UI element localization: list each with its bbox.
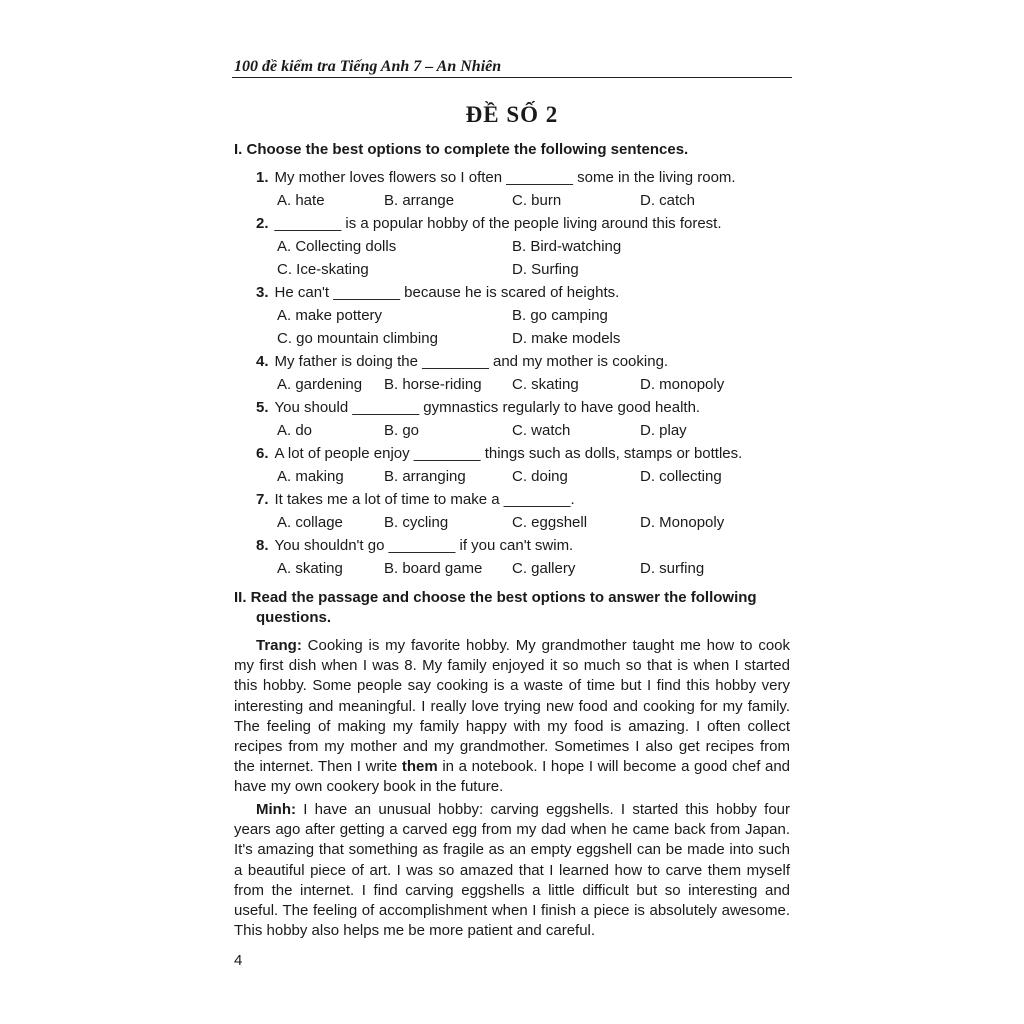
question-6 bbox=[256, 444, 742, 464]
question-text: A lot of people enjoy ________ things such as dolls, stamps or bottles. bbox=[274, 445, 743, 462]
question-text: You shouldn't go ________ if you can't swim. bbox=[274, 537, 574, 554]
question-number: 7. bbox=[256, 491, 269, 508]
option-b: B. go bbox=[384, 422, 420, 439]
option-a: A. make pottery bbox=[277, 307, 383, 324]
option-b: B. go camping bbox=[512, 307, 608, 324]
option-a: A. collage bbox=[277, 514, 343, 531]
question-number: 4. bbox=[256, 353, 269, 370]
passage-text: I have an unusual hobby: carving eggshells. I started this hobby four years ago after getting a carved egg from my dad when he came back from Japan. It's amazing that something as fragile as an empty eggshell can be made into such a beautiful piece of art. I was so amazed that I learned how to carve them myself from the internet. I find carving eggshells a little difficult but so interesting and useful. The feeling of accomplishment when I finish a piece is absolutely awesome. This hobby also helps me be more patient and careful. bbox=[234, 801, 790, 940]
section-1-heading: I. Choose the best options to complete the following sentences. bbox=[234, 141, 689, 158]
option-d: D. collecting bbox=[640, 468, 722, 485]
header-rule bbox=[232, 77, 792, 78]
question-number: 2. bbox=[256, 215, 269, 232]
speaker-name: Minh: bbox=[256, 801, 296, 818]
question-7 bbox=[256, 490, 575, 510]
option-a: A. skating bbox=[277, 560, 343, 577]
option-d: D. play bbox=[640, 422, 687, 439]
option-b: B. arrange bbox=[384, 192, 455, 209]
option-d: D. Monopoly bbox=[640, 514, 725, 531]
option-c: C. watch bbox=[512, 422, 571, 439]
passage-trang bbox=[234, 636, 790, 798]
question-8 bbox=[256, 536, 573, 556]
option-c: C. doing bbox=[512, 468, 568, 485]
question-text: It takes me a lot of time to make a ________. bbox=[274, 491, 575, 508]
passage-text: Cooking is my favorite hobby. My grandmother taught me how to cook my first dish when I was 8. My family enjoyed it so much so that is when I started this hobby. Some people say cooking is a waste of time but I find this hobby very interesting and meaningful. I really love trying new food and cooking for my family. The feeling of making my family happy with my food is amazing. I often collect recipes from my mother and my grandmother. Sometimes I also get recipes from the internet. Then I write bbox=[234, 637, 790, 776]
option-c: C. gallery bbox=[512, 560, 576, 577]
option-a: A. hate bbox=[277, 192, 325, 209]
question-number: 5. bbox=[256, 399, 269, 416]
question-1 bbox=[256, 168, 736, 188]
option-d: D. make models bbox=[512, 330, 621, 347]
question-5 bbox=[256, 398, 700, 418]
question-2 bbox=[256, 214, 722, 234]
option-b: B. Bird-watching bbox=[512, 238, 622, 255]
option-b: B. cycling bbox=[384, 514, 449, 531]
option-c: C. burn bbox=[512, 192, 562, 209]
question-text: ________ is a popular hobby of the people living around this forest. bbox=[274, 215, 722, 232]
question-text: You should ________ gymnastics regularly to have good health. bbox=[274, 399, 701, 416]
option-c: C. skating bbox=[512, 376, 579, 393]
question-4 bbox=[256, 352, 668, 372]
question-number: 1. bbox=[256, 169, 269, 186]
question-number: 6. bbox=[256, 445, 269, 462]
option-a: A. making bbox=[277, 468, 344, 485]
option-b: B. horse-riding bbox=[384, 376, 482, 393]
option-c: C. go mountain climbing bbox=[277, 330, 438, 347]
emphasized-word: them bbox=[401, 758, 438, 776]
passage-text: in a notebook. I hope I will become a good chef and have my own cookery book in the future. bbox=[234, 758, 790, 796]
option-b: B. arranging bbox=[384, 468, 466, 485]
option-b: B. board game bbox=[384, 560, 483, 577]
speaker-name: Trang: bbox=[256, 637, 302, 654]
question-number: 8. bbox=[256, 537, 269, 554]
option-c: C. Ice-skating bbox=[277, 261, 369, 278]
page-number: 4 bbox=[234, 952, 243, 969]
exam-title: ĐỀ SỐ 2 bbox=[465, 102, 559, 127]
question-number: 3. bbox=[256, 284, 269, 301]
passage-minh bbox=[234, 800, 790, 941]
question-3 bbox=[256, 283, 619, 303]
question-text: My father is doing the ________ and my mother is cooking. bbox=[274, 353, 669, 370]
section-2-heading: II. Read the passage and choose the best options to answer the following questions. bbox=[234, 589, 757, 626]
option-a: A. gardening bbox=[277, 376, 363, 393]
option-d: D. surfing bbox=[640, 560, 705, 577]
option-a: A. Collecting dolls bbox=[277, 238, 397, 255]
option-d: D. catch bbox=[640, 192, 696, 209]
option-a: A. do bbox=[277, 422, 313, 439]
question-text: My mother loves flowers so I often ________ some in the living room. bbox=[274, 169, 736, 186]
running-header: 100 đề kiểm tra Tiếng Anh 7 – An Nhiên bbox=[234, 58, 502, 75]
option-c: C. eggshell bbox=[512, 514, 588, 531]
question-text: He can't ________ because he is scared of heights. bbox=[274, 284, 620, 301]
option-d: D. monopoly bbox=[640, 376, 725, 393]
option-d: D. Surfing bbox=[512, 261, 579, 278]
